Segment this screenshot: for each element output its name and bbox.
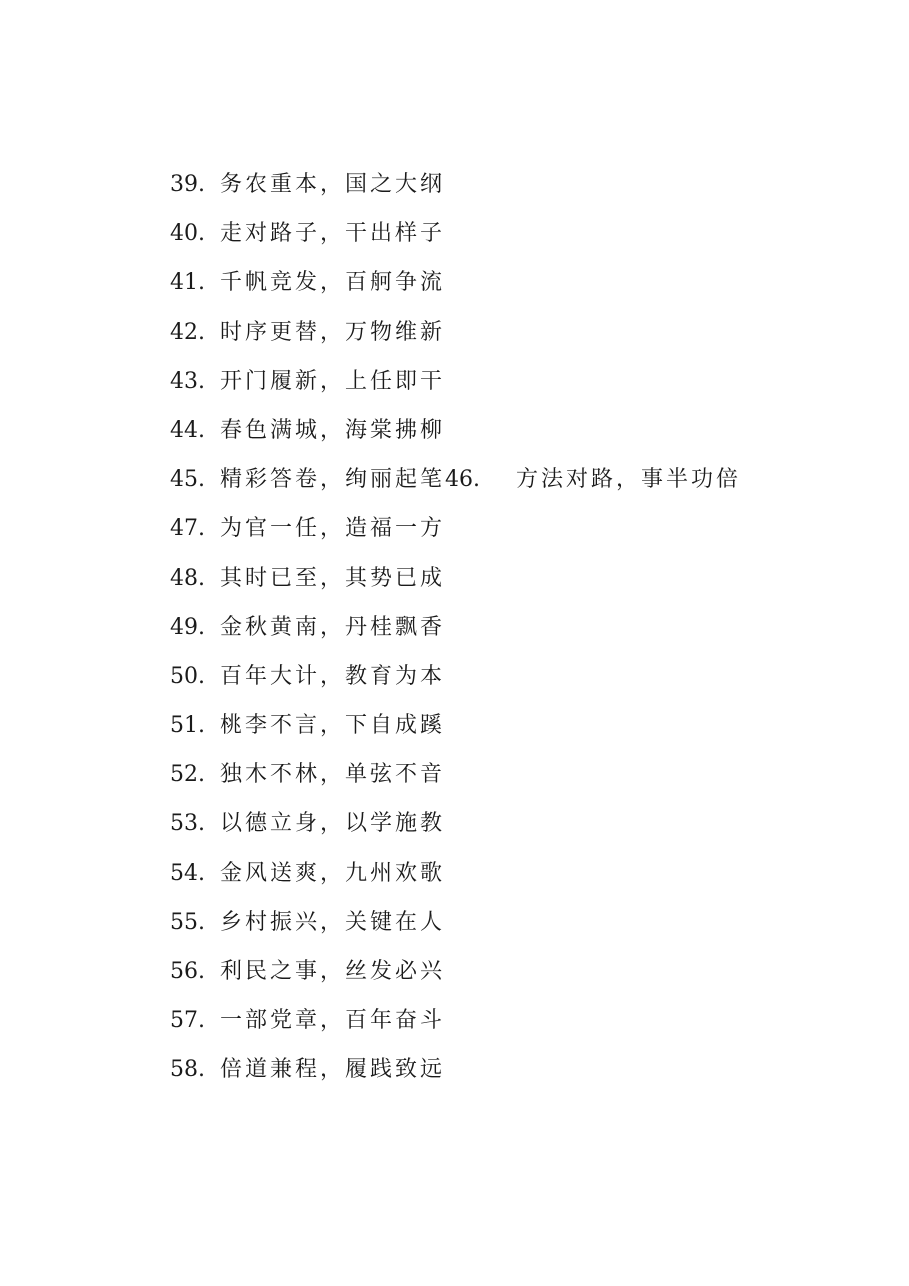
list-item bbox=[170, 603, 810, 652]
item-number: 44. bbox=[170, 417, 205, 443]
list-item bbox=[170, 849, 810, 898]
item-number: 39. bbox=[170, 172, 205, 197]
item-text: 桃李不言，下自成蹊 bbox=[220, 713, 446, 739]
item-text: 乡村振兴，关键在人 bbox=[220, 909, 446, 935]
item-text: 利民之事，丝发必兴 bbox=[220, 959, 446, 984]
item-number: 47. bbox=[170, 516, 205, 542]
item-number: 42. bbox=[170, 319, 205, 345]
list-item bbox=[170, 701, 810, 750]
item-text: 走对路子，干出样子 bbox=[220, 221, 446, 247]
item-text: 精彩答卷，绚丽起笔 bbox=[220, 467, 446, 493]
item-number: 48. bbox=[170, 565, 205, 591]
item-text: 金风送爽，九州欢歌 bbox=[220, 860, 446, 886]
item-text: 千帆竞发，百舸争流 bbox=[220, 270, 446, 296]
item-number: 55. bbox=[170, 909, 205, 935]
slogan-list bbox=[170, 160, 810, 1095]
list-item bbox=[170, 357, 810, 406]
list-item bbox=[170, 258, 810, 307]
item-number: 41. bbox=[170, 270, 205, 296]
item-number: 40. bbox=[170, 221, 205, 247]
item-number: 50. bbox=[170, 663, 205, 689]
item-number: 43. bbox=[170, 368, 205, 394]
item-text: 独木不林，单弦不音 bbox=[220, 762, 446, 788]
item-text: 务农重本，国之大纲 bbox=[220, 172, 446, 197]
item-text: 以德立身，以学施教 bbox=[220, 811, 446, 837]
item-number: 56. bbox=[170, 959, 205, 984]
item-text: 金秋黄南，丹桂飘香 bbox=[220, 614, 446, 640]
item-number: 58. bbox=[170, 1057, 205, 1083]
item-number: 53. bbox=[170, 811, 205, 837]
list-item bbox=[170, 455, 810, 504]
item-number: 51. bbox=[170, 713, 205, 739]
item-text: 时序更替，万物维新 bbox=[220, 319, 446, 345]
list-item bbox=[170, 1045, 810, 1094]
item-text: 开门履新，上任即干 bbox=[220, 368, 446, 394]
item-text: 百年大计，教育为本 bbox=[220, 663, 446, 689]
list-item bbox=[170, 209, 810, 258]
list-item bbox=[170, 947, 810, 996]
list-item bbox=[170, 898, 810, 947]
item-number: 54. bbox=[170, 860, 205, 886]
list-item bbox=[170, 160, 810, 209]
item-text: 其时已至，其势已成 bbox=[220, 565, 446, 591]
item-number: 45. bbox=[170, 467, 205, 493]
list-item bbox=[170, 750, 810, 799]
item-text-inline: 方法对路，事半功倍 bbox=[516, 467, 742, 493]
item-number: 49. bbox=[170, 614, 205, 640]
item-text: 为官一任，造福一方 bbox=[220, 516, 446, 542]
item-number: 52. bbox=[170, 762, 205, 788]
list-item bbox=[170, 504, 810, 553]
item-text: 倍道兼程，履践致远 bbox=[220, 1057, 446, 1083]
item-text: 春色满城，海棠拂柳 bbox=[220, 417, 446, 443]
list-item bbox=[170, 406, 810, 455]
item-text: 一部党章，百年奋斗 bbox=[220, 1008, 446, 1034]
item-number-inline: 46. bbox=[445, 467, 481, 493]
list-item bbox=[170, 554, 810, 603]
list-item bbox=[170, 652, 810, 701]
list-item bbox=[170, 799, 810, 848]
list-item bbox=[170, 996, 810, 1045]
item-number: 57. bbox=[170, 1008, 205, 1034]
list-item bbox=[170, 308, 810, 357]
